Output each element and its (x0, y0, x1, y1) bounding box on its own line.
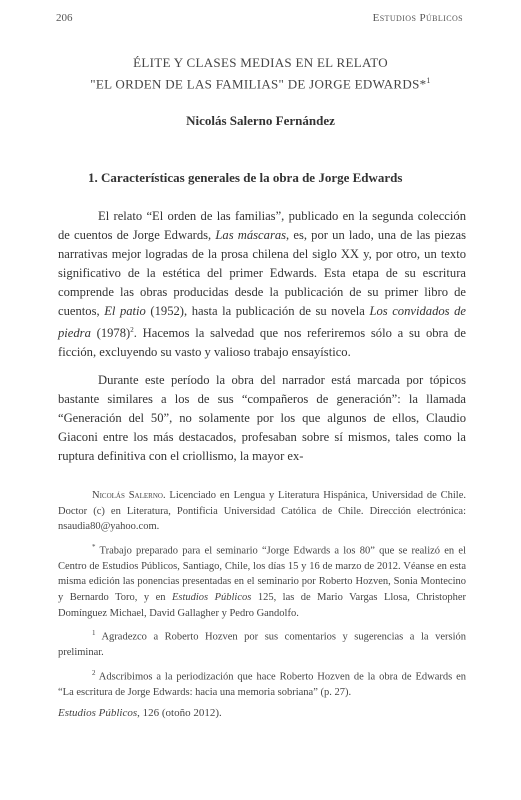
section-heading: 1. Características generales de la obra de Jorge Edwards (88, 170, 403, 185)
footnote-star: * Trabajo preparado para el seminario “Jorge Edwards a los 80” que se realizó en el Centro de Estudios Públicos, Santiago, Chile, los días 15 y 16 de marzo de 2012. Véanse en esta misma edición las ponencias presentadas en el seminario por Roberto Hozven, Sonia Montecino y Bernardo Toro, y en Estudios Públicos 125, las de Mario Vargas Llosa, Christopher Domínguez Michael, David Gallagher y Pedro Gandolfo. (58, 542, 466, 619)
running-head (56, 12, 463, 24)
journal-name: Estudios Públicos (372, 12, 463, 24)
title-note-marker: 1 (426, 76, 431, 85)
body-paragraph-2: Durante este período la obra del narrador está marcada por tópicos bastante similares a los de sus “compañeros de generación”: la llamada “Generación del 50”, no solamente por los que algunos de ellos, Claudio Giaconi entre los más destacados, profesaban sobre sí mismos, tales como la ruptura definitiva con el criollismo, la mayor ex- (58, 373, 466, 464)
journal-citation: Estudios Públicos, 126 (otoño 2012). (58, 707, 222, 719)
footnotes (58, 488, 466, 706)
page-number: 206 (56, 12, 73, 24)
author-name: Nicolás Salerno Fernández (186, 113, 335, 128)
body-paragraph-1: El relato “El orden de las familias”, publicado en la segunda colección de cuentos de Jorge Edwards, Las máscaras, es, por un lado, una de las piezas narrativas mejor logradas de la prosa chilena del siglo XX y, por otro, un texto significativo de la estética del primer Edwards. Esta etapa de su escritura comprende las obras producidas desde la publicación de su primer libro de cuentos, El patio (1952), hasta la publicación de su novela Los convidados de piedra $(1978)^2$. Hacemos la salvedad que nos referiremos sólo a su obra de ficción, excluyendo su vasto y valioso trabajo ensayístico. (58, 209, 467, 360)
body-text (58, 207, 466, 475)
article-title (60, 54, 461, 93)
title-line-2: "EL ORDEN DE LAS FAMILIAS" DE JORGE EDWARDS*$^1$ (90, 76, 431, 92)
title-line-1: ÉLITE Y CLASES MEDIAS EN EL RELATO (133, 55, 388, 70)
author-footnote: Nicolás Salerno. Licenciado en Lengua y Literatura Hispánica, Universidad de Chile. Doctor (c) en Literatura, Pontificia Universidad Católica de Chile. Dirección electrónica: nsaudia80@yahoo.com. (58, 490, 467, 533)
footnote-1: $^1$ Agradezco a Roberto Hozven por sus comentarios y sugerencias a la versión preliminar. (58, 629, 466, 659)
footnote-ref-2: 2 (130, 326, 134, 334)
footnote-2: $^2$ Adscribimos a la periodización que hace Roberto Hozven de la obra de Edwards en “La escritura de Jorge Edwards: hacia una memoria sobriana” (p. 27). (58, 668, 466, 699)
